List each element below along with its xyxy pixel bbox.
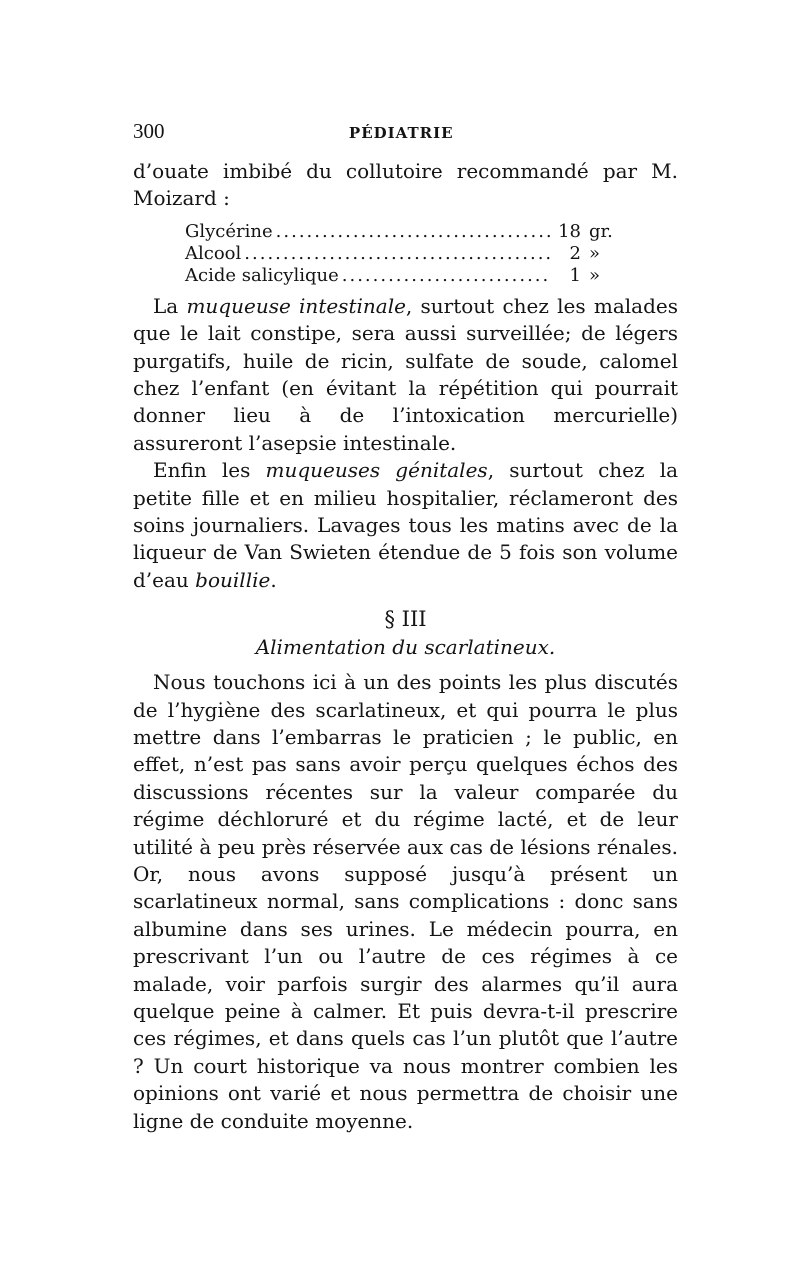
paragraph-genital-mucosa [133,457,678,594]
recipe-leader-dots [342,265,550,287]
recipe-quantity: 18 [558,220,581,242]
recipe-list [185,221,631,287]
emphasis-term: muqueuses génitales [265,458,488,483]
recipe-ingredient: Glycérine [185,220,273,242]
book-page [133,118,678,1135]
paragraph-intestinal-mucosa [133,293,678,457]
recipe-quantity: 2 [569,242,581,264]
paragraph-end: . [270,567,277,592]
paragraph-body: , surtout chez la petite fille et en milieu hospitalier, réclameront des soins journaliers. Lavages tous les matins avec de la liqueur de Van Swieten étendue de 5 fois son volume d’eau [133,458,679,592]
recipe-leader-dots [276,221,550,243]
running-head [133,118,678,148]
recipe-row [185,265,631,287]
paragraph-lead: La [153,293,187,318]
recipe-ingredient: Acide salicylique [185,264,339,286]
recipe-unit: » [589,264,601,286]
running-title: PÉDIATRIE [348,124,454,142]
recipe-leader-dots [244,243,550,265]
emphasis-term: bouillie [195,567,271,592]
recipe-row [185,221,631,243]
recipe-row [185,243,631,265]
section-title: Alimentation du scarlatineux. [255,634,556,659]
recipe-quantity: 1 [569,264,581,286]
paragraph-body: , surtout chez les malades que le lait constipe, sera aussi surveillée; de légers purgatifs, huile de ricin, sulfate de soude, calomel chez l’enfant (en évitant la répétition qui pourrait donner lieu à de l’intoxication mercurielle) assureront l’asepsie intestinale. [133,293,678,455]
recipe-unit: gr. [589,220,613,242]
recipe-unit: » [589,242,601,264]
intro-paragraph: d’ouate imbibé du collutoire recommandé par M. Moizard : [133,159,678,211]
paragraph-alimentation: Nous touchons ici à un des points les plus discutés de l’hygiène des scarlatineux, et qui pourra le plus mettre dans l’embarras le praticien ; le public, en effet, n’est pas sans avoir perçu quelques échos des discussions récentes sur la valeur comparée du régime déchloruré et du régime lacté, et de leur utilité à peu près réservée aux cas de lésions rénales. Or, nous avons supposé jusqu’à présent un scarlatineux normal, sans complications : donc sans albumine dans ses urines. Le médecin pourra, en prescrivant l’un ou l’autre de ces régimes à ce malade, voir parfois surgir des alarmes qu’il aura quelque peine à calmer. Et puis devra-t-il prescrire ces régimes, et dans quels cas l’un plutôt que l’autre ? Un court historique va nous montrer combien les opinions ont varié et nous permettra de choisir une ligne de conduite moyenne. [133,670,678,1133]
recipe-ingredient: Alcool [185,242,242,264]
paragraph-lead: Enfin les [153,458,266,483]
page-number: 300 [133,119,165,143]
emphasis-term: muqueuse intestinale [186,293,406,318]
section-number: § III [384,607,427,632]
